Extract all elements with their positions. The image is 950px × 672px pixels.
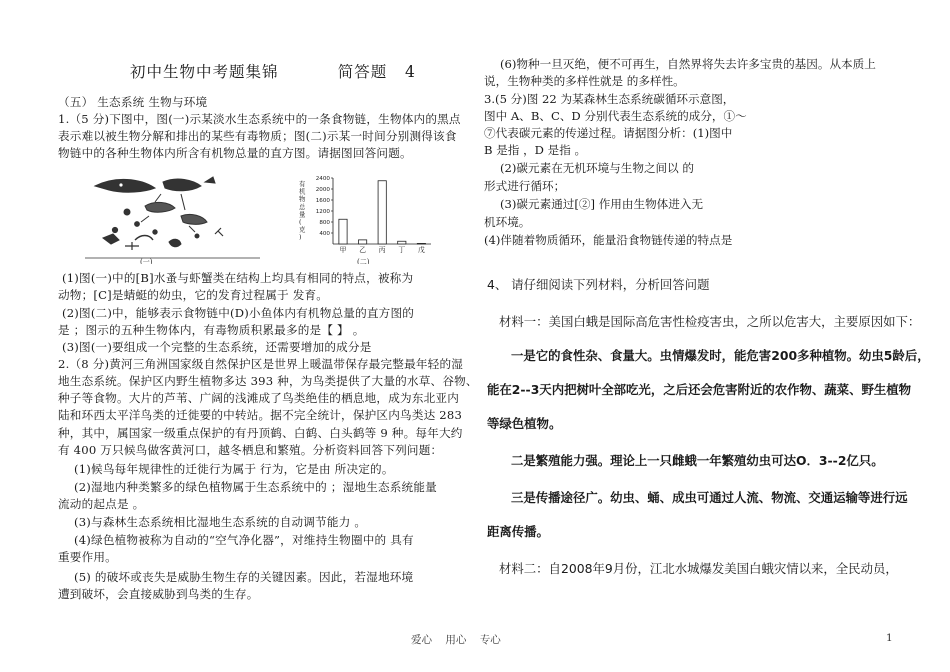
text-line: 说，生物种类的多样性就是 的多样性。 bbox=[484, 74, 685, 88]
text-line: (1)候鸟每年规律性的迁徙行为属于 行为，它是由 所决定的。 bbox=[74, 462, 394, 476]
material-line: 距离传播。 bbox=[487, 524, 549, 539]
material-line: 三是传播途径广。幼虫、蛹、成虫可通过人流、物流、交通运输等进行远 bbox=[511, 490, 908, 505]
figure-svg bbox=[85, 172, 445, 264]
bar-chart bbox=[299, 176, 431, 254]
text-line: (4)伴随着物质循环，能量沿食物链传递的特点是 bbox=[484, 233, 733, 247]
text-line: (2)图(二)中，能够表示食物链中(D)小鱼体内有机物总量的直方图的 bbox=[62, 306, 415, 320]
text-line: 陆和环西太平洋鸟类的迁徙要的中转站。据不完全统计，保护区内鸟类达 283 bbox=[58, 408, 463, 422]
y-tick-label: 2400 bbox=[315, 176, 330, 182]
y-axis-label-char: 总 bbox=[299, 202, 306, 211]
text-line: (6)物种一旦灭绝，便不可再生，自然界将失去许多宝贵的基因。从本质上 bbox=[500, 57, 876, 71]
material-line: 一是它的食性杂、食量大。虫情爆发时，能危害200多种植物。幼虫5龄后， bbox=[511, 348, 930, 363]
text-line: 重要作用。 bbox=[58, 550, 117, 564]
bar bbox=[339, 219, 347, 244]
text-line: 1.（5 分)下图中，图(一)示某淡水生态系统中的一条食物链，生物体内的黑点 bbox=[58, 112, 461, 126]
text-line: 是 ；图示的五种生物体内，有毒物质积累最多的是【 】 。 bbox=[58, 323, 365, 337]
text-line: （五） 生态系统 生物与环境 bbox=[58, 95, 208, 109]
y-tick-label: 1200 bbox=[315, 209, 330, 215]
text-line: 2.（8 分)黄河三角洲国家级自然保护区是世界上暖温带保存最完整最年轻的湿 bbox=[58, 357, 464, 371]
figure-caption-right: (二) bbox=[357, 258, 370, 264]
text-line: (2)碳元素在无机环境与生物之间以 的 bbox=[500, 161, 695, 175]
text-line: 有 400 万只候鸟做客黄河口，越冬栖息和繁殖。分析资料回答下列问题： bbox=[58, 443, 443, 457]
text-line: 图中 A、B、C、D 分别代表生态系统的成分，①～ bbox=[484, 109, 747, 123]
text-line: (3)与森林生态系统相比湿地生态系统的自动调节能力 。 bbox=[74, 515, 367, 529]
y-tick-label: 800 bbox=[319, 220, 330, 226]
x-tick-label: 丁 bbox=[398, 246, 406, 254]
text-line: 种，其中，属国家一级重点保护的有丹顶鹤、白鹤、白头鹤等 9 种。每年大约 bbox=[58, 426, 463, 440]
text-line: (3)图(一)要组成一个完整的生态系统，还需要增加的成分是 bbox=[62, 340, 372, 354]
x-tick-label: 丙 bbox=[378, 246, 386, 254]
text-line: 地生态系统。保护区内野生植物多达 393 种，为鸟类提供了大量的水草、谷物、 bbox=[58, 374, 478, 388]
text-line: 3.(5 分)图 22 为某森林生态系统碳循环示意图， bbox=[484, 92, 735, 106]
bar bbox=[417, 243, 425, 244]
text-line: B 是指 ，D 是指 。 bbox=[484, 143, 587, 157]
text-line: ⑦代表碳元素的传递过程。请据图分析：(1)图中 bbox=[484, 126, 733, 140]
text-line: (4)绿色植物被称为自动的“空气净化器”，对维持生物圈中的 具有 bbox=[74, 533, 414, 547]
text-line: (5) 的破坏或丧失是威胁生物生存的关键因素。因此，若湿地环境 bbox=[74, 570, 414, 584]
y-axis-label-char: ( bbox=[299, 218, 302, 226]
text-line: 表示难以被生物分解和排出的某些有毒物质；图(二)示某一时间分别测得该食 bbox=[58, 129, 457, 143]
text-line: 形式进行循环； bbox=[484, 179, 566, 193]
y-axis-label-char: 物 bbox=[299, 195, 306, 204]
bar bbox=[358, 240, 366, 244]
text-line: (3)碳元素通过[②] 作用由生物体进入无 bbox=[500, 197, 704, 211]
bar bbox=[378, 181, 386, 244]
text-line: 流动的起点是 。 bbox=[58, 497, 145, 511]
bar bbox=[398, 241, 406, 244]
page-title: 初中生物中考题集锦 简答题 4 bbox=[130, 63, 416, 81]
section-4-heading: 4、 请仔细阅读下列材料，分析回答问题 bbox=[487, 277, 710, 292]
text-line: 物链中的各种生物体内所含有机物总量的直方图。请据图回答问题。 bbox=[58, 146, 412, 160]
figure bbox=[85, 172, 445, 264]
y-axis-label-char: 机 bbox=[299, 187, 306, 196]
y-axis-label-char: ) bbox=[299, 233, 302, 242]
y-axis-label-char: 克 bbox=[299, 225, 306, 234]
text-line: 动物；[C]是蜻蜓的幼虫，它的发育过程属于 发育。 bbox=[58, 288, 329, 302]
text-line: 种子等食物。大片的芦苇、广阔的浅滩成了鸟类绝佳的栖息地，成为东北亚内 bbox=[58, 391, 459, 405]
text-line: 遭到破坏，会直接威胁到鸟类的生存。 bbox=[58, 587, 259, 601]
material-line: 材料二：自2008年9月份，江北水城爆发美国白蛾灾情以来，全民动员， bbox=[499, 561, 898, 576]
page-number: 1 bbox=[886, 632, 893, 644]
x-tick-label: 乙 bbox=[359, 246, 366, 254]
x-tick-label: 甲 bbox=[339, 246, 347, 254]
food-chain-drawing bbox=[95, 177, 223, 250]
y-tick-label: 2000 bbox=[315, 187, 330, 193]
x-tick-label: 戊 bbox=[417, 246, 425, 254]
text-line: (2)湿地内种类繁多的绿色植物属于生态系统中的 ；湿地生态系统能量 bbox=[74, 480, 437, 494]
y-axis-label-char: 有 bbox=[299, 180, 306, 188]
material-line: 材料一：美国白蛾是国际高危害性检疫害虫，之所以危害大，主要原因如下： bbox=[499, 314, 921, 329]
y-axis-label-char: 量 bbox=[299, 210, 306, 219]
text-line: 机环境。 bbox=[484, 215, 531, 229]
text-line: (1)图(一)中的[B]水蚤与虾蟹类在结构上均具有相同的特点，被称为 bbox=[62, 271, 414, 285]
material-line: 二是繁殖能力强。理论上一只雌蛾一年繁殖幼虫可达O．3--2亿只。 bbox=[511, 453, 884, 468]
y-tick-label: 1600 bbox=[315, 198, 330, 204]
figure-caption-left: (一) bbox=[140, 258, 153, 264]
y-tick-label: 400 bbox=[319, 231, 330, 237]
material-line: 能在2--3天内把树叶全部吃光，之后还会危害附近的农作物、蔬菜、野生植物 bbox=[487, 382, 912, 397]
material-line: 等绿色植物。 bbox=[487, 416, 562, 431]
footer-text: 爱心 用心 专心 bbox=[411, 634, 501, 646]
